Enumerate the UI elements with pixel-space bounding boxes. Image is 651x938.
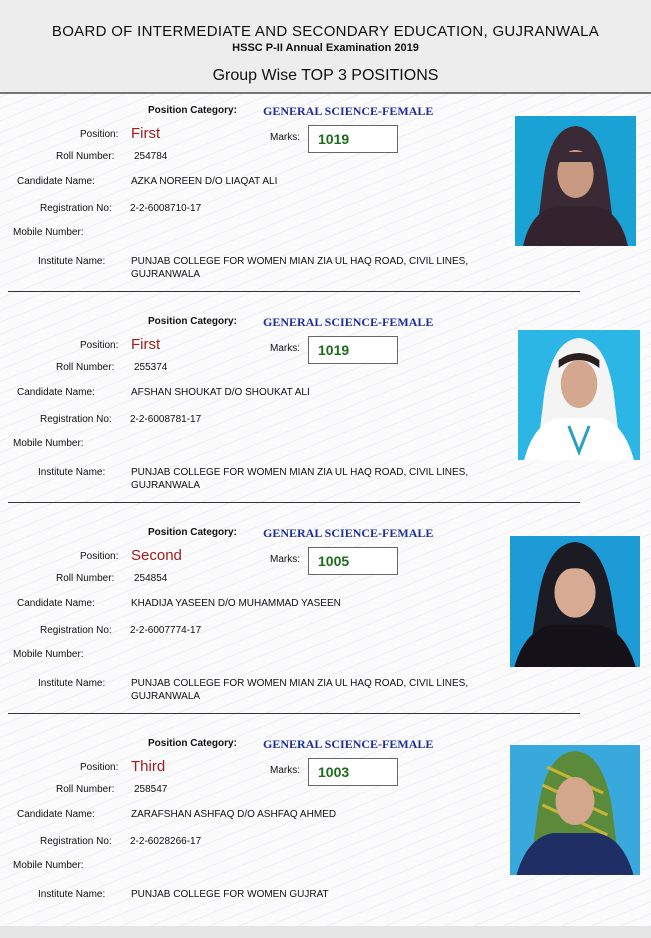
- marks-value: 1005: [318, 553, 350, 569]
- candidate-photo: [515, 116, 636, 246]
- results-heading: Group Wise TOP 3 POSITIONS: [212, 67, 439, 84]
- marks-box: [308, 547, 398, 575]
- position-value: First: [131, 125, 161, 142]
- category-label: Position Category:: [148, 738, 237, 749]
- results-sheet: [0, 92, 651, 926]
- registration-value: 2-2-6007774-17: [130, 625, 202, 636]
- institute-value-line2: GUJRANWALA: [131, 480, 201, 491]
- candidate-value: AFSHAN SHOUKAT D/O SHOUKAT ALI: [131, 387, 310, 398]
- candidate-value: KHADIJA YASEEN D/O MUHAMMAD YASEEN: [131, 598, 341, 609]
- position-value: First: [131, 336, 161, 353]
- marks-value: 1019: [318, 342, 350, 358]
- report-header: [0, 0, 651, 92]
- marks-box: [308, 336, 398, 364]
- card-divider: [8, 713, 580, 714]
- institute-value: PUNJAB COLLEGE FOR WOMEN MIAN ZIA UL HAQ ROAD, CIVIL LINES,: [131, 467, 469, 478]
- candidate-label: Candidate Name:: [17, 387, 95, 398]
- category-label: Position Category:: [148, 316, 237, 327]
- position-label: Position:: [80, 340, 119, 351]
- category-value: GENERAL SCIENCE-FEMALE: [263, 104, 434, 118]
- candidate-label: Candidate Name:: [17, 598, 95, 609]
- marks-label: Marks:: [270, 765, 300, 776]
- marks-label: Marks:: [270, 343, 300, 354]
- candidate-label: Candidate Name:: [17, 176, 95, 187]
- marks-box: [308, 125, 398, 153]
- institute-value: PUNJAB COLLEGE FOR WOMEN MIAN ZIA UL HAQ ROAD, CIVIL LINES,: [131, 256, 469, 267]
- position-value: Third: [131, 758, 166, 775]
- registration-label: Registration No:: [40, 836, 112, 847]
- marks-label: Marks:: [270, 554, 300, 565]
- registration-label: Registration No:: [40, 203, 112, 214]
- candidate-value: AZKA NOREEN D/O LIAQAT ALI: [131, 176, 278, 187]
- marks-label: Marks:: [270, 132, 300, 143]
- candidate-photo: [518, 330, 640, 460]
- institute-label: Institute Name:: [38, 889, 106, 900]
- candidate-photo: [510, 536, 640, 667]
- category-label: Position Category:: [148, 105, 237, 116]
- position-card: [0, 94, 651, 305]
- mobile-label: Mobile Number:: [13, 649, 84, 660]
- category-value: GENERAL SCIENCE-FEMALE: [263, 737, 434, 751]
- category-label: Position Category:: [148, 527, 237, 538]
- roll-value: 254854: [134, 573, 168, 584]
- position-label: Position:: [80, 762, 119, 773]
- position-card: [0, 727, 651, 938]
- board-title: BOARD OF INTERMEDIATE AND SECONDARY EDUCATION, GUJRANWALA: [51, 23, 600, 40]
- candidate-label: Candidate Name:: [17, 809, 95, 820]
- mobile-label: Mobile Number:: [13, 438, 84, 449]
- roll-label: Roll Number:: [56, 362, 115, 373]
- institute-value-line2: GUJRANWALA: [131, 691, 201, 702]
- position-card: [0, 305, 651, 516]
- mobile-label: Mobile Number:: [13, 227, 84, 238]
- institute-label: Institute Name:: [38, 678, 106, 689]
- mobile-label: Mobile Number:: [13, 860, 84, 871]
- institute-label: Institute Name:: [38, 467, 106, 478]
- roll-label: Roll Number:: [56, 784, 115, 795]
- roll-value: 255374: [134, 362, 168, 373]
- candidate-value: ZARAFSHAN ASHFAQ D/O ASHFAQ AHMED: [131, 809, 337, 820]
- marks-box: [308, 758, 398, 786]
- registration-value: 2-2-6028266-17: [130, 836, 202, 847]
- marks-value: 1003: [318, 764, 350, 780]
- institute-value-line2: GUJRANWALA: [131, 269, 201, 280]
- institute-label: Institute Name:: [38, 256, 106, 267]
- registration-value: 2-2-6008781-17: [130, 414, 202, 425]
- card-divider: [8, 502, 580, 503]
- category-value: GENERAL SCIENCE-FEMALE: [263, 526, 434, 540]
- card-divider: [8, 291, 580, 292]
- category-value: GENERAL SCIENCE-FEMALE: [263, 315, 434, 329]
- exam-title: HSSC P-II Annual Examination 2019: [232, 42, 419, 54]
- marks-value: 1019: [318, 131, 350, 147]
- institute-value: PUNJAB COLLEGE FOR WOMEN MIAN ZIA UL HAQ ROAD, CIVIL LINES,: [131, 678, 469, 689]
- position-value: Second: [131, 547, 182, 564]
- roll-label: Roll Number:: [56, 573, 115, 584]
- position-label: Position:: [80, 551, 119, 562]
- roll-value: 258547: [134, 784, 168, 795]
- candidate-photo: [510, 745, 640, 875]
- institute-value: PUNJAB COLLEGE FOR WOMEN GUJRAT: [131, 889, 329, 900]
- registration-label: Registration No:: [40, 625, 112, 636]
- registration-label: Registration No:: [40, 414, 112, 425]
- roll-label: Roll Number:: [56, 151, 115, 162]
- roll-value: 254784: [134, 151, 168, 162]
- position-card: [0, 516, 651, 727]
- position-label: Position:: [80, 129, 119, 140]
- registration-value: 2-2-6008710-17: [130, 203, 202, 214]
